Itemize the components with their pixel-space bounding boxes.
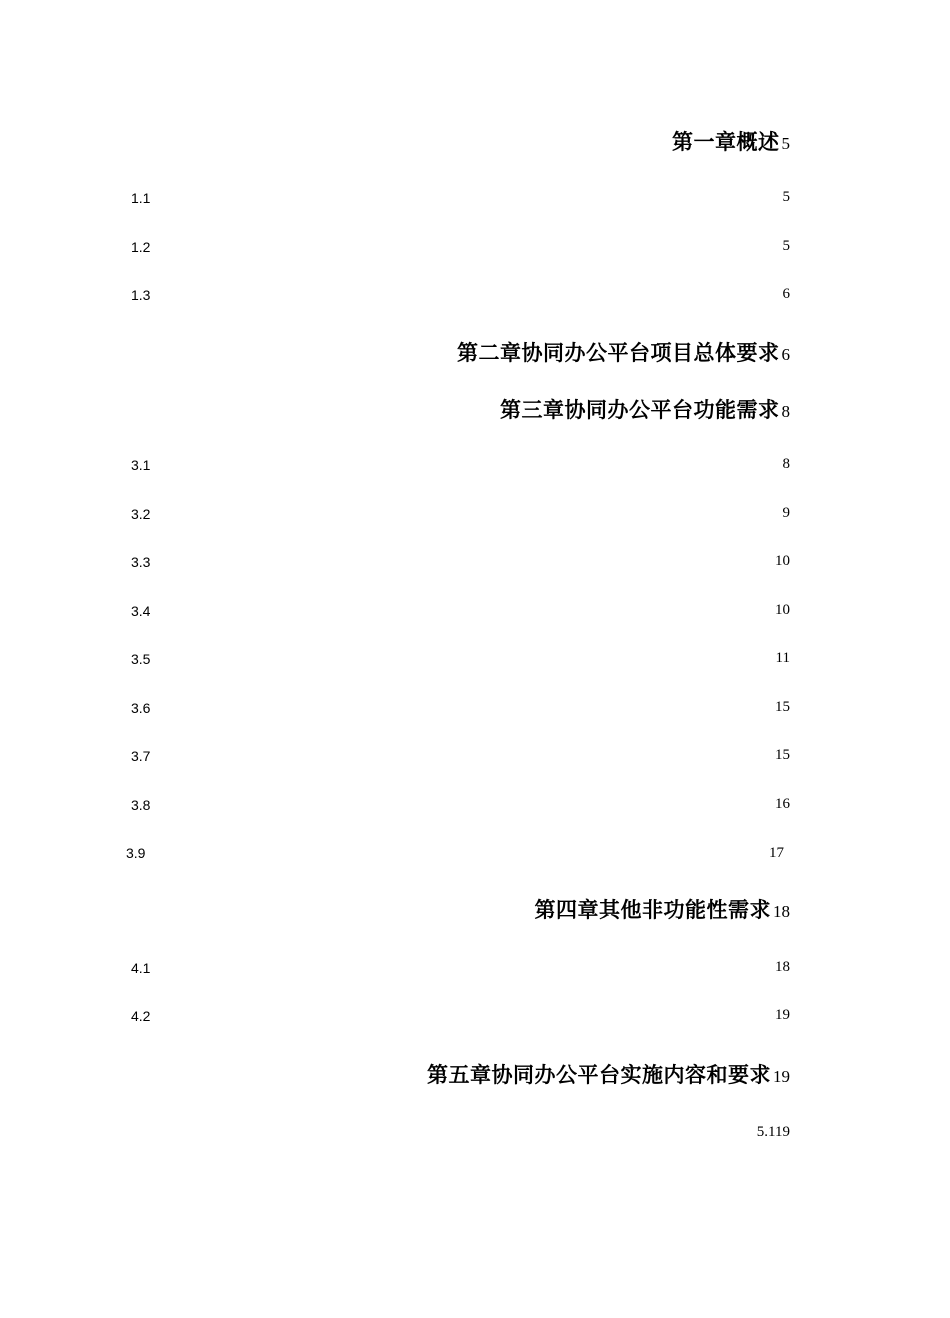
toc-chapter-1[interactable] <box>672 126 790 156</box>
toc-section-entry[interactable]: 5.119 <box>756 1124 790 1140</box>
toc-section-number[interactable]: 3.8 <box>131 797 151 813</box>
toc-section-number[interactable]: 4.1 <box>131 960 151 976</box>
chapter-title: 第四章其他非功能性需求 <box>534 898 771 922</box>
toc-chapter-5[interactable] <box>427 1059 790 1089</box>
toc-section-page: 16 <box>775 796 790 812</box>
toc-section-number[interactable]: 1.3 <box>131 287 151 303</box>
chapter-title: 第三章协同办公平台功能需求 <box>500 398 780 422</box>
chapter-page: 18 <box>773 902 790 921</box>
toc-section-page: 8 <box>782 456 790 472</box>
toc-chapter-2[interactable] <box>457 337 790 367</box>
chapter-page: 19 <box>773 1067 790 1086</box>
chapter-page: 8 <box>781 402 790 421</box>
toc-section-page: 6 <box>782 286 790 302</box>
toc-section-page: 17 <box>769 845 784 861</box>
toc-section-number[interactable]: 3.5 <box>131 651 151 667</box>
toc-section-number[interactable]: 1.2 <box>131 239 151 255</box>
toc-section-page: 5 <box>782 189 790 205</box>
toc-section-number[interactable]: 3.6 <box>131 700 151 716</box>
toc-section-page: 18 <box>775 959 790 975</box>
toc-section-number[interactable]: 3.1 <box>131 457 151 473</box>
toc-section-page: 15 <box>775 747 790 763</box>
chapter-title: 第五章协同办公平台实施内容和要求 <box>427 1063 771 1087</box>
toc-section-number[interactable]: 4.2 <box>131 1008 151 1024</box>
toc-section-number[interactable]: 1.1 <box>131 190 151 206</box>
toc-section-page: 9 <box>782 505 790 521</box>
toc-chapter-3[interactable] <box>500 394 790 424</box>
toc-section-number[interactable]: 3.3 <box>131 554 151 570</box>
toc-section-number[interactable]: 3.4 <box>131 603 151 619</box>
toc-section-page: 10 <box>775 553 790 569</box>
toc-section-page: 19 <box>775 1007 790 1023</box>
toc-section-page: 10 <box>775 602 790 618</box>
toc-section-page: 5 <box>782 238 790 254</box>
chapter-title: 第二章协同办公平台项目总体要求 <box>457 341 780 365</box>
chapter-page: 6 <box>781 345 790 364</box>
chapter-title: 第一章概述 <box>672 130 780 154</box>
toc-chapter-4[interactable] <box>535 894 791 924</box>
toc-section-page: 15 <box>775 699 790 715</box>
toc-section-page: 11 <box>775 650 790 666</box>
chapter-page: 5 <box>781 134 790 153</box>
toc-section-number[interactable]: 3.7 <box>131 748 151 764</box>
toc-section-number[interactable]: 3.9 <box>126 845 146 861</box>
toc-section-number[interactable]: 3.2 <box>131 506 151 522</box>
